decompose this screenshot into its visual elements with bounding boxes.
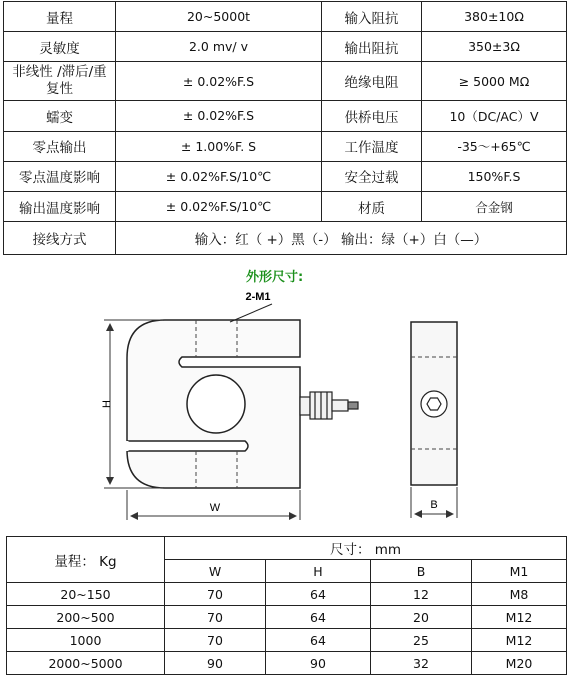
w-cell: 70 [165, 629, 266, 652]
column-header: W [165, 560, 266, 583]
spec-value: 10（DC/AC）V [422, 101, 567, 131]
b-cell: 25 [371, 629, 472, 652]
thread-label: 2-M1 [245, 291, 271, 303]
m1-cell: M12 [472, 629, 567, 652]
dimension-drawing [0, 282, 568, 532]
spec-value: 350±3Ω [422, 32, 567, 62]
w-cell: 70 [165, 606, 266, 629]
range-cell: 20~150 [7, 583, 165, 606]
spec-label: 零点温度影响 [4, 161, 116, 191]
column-header: B [371, 560, 472, 583]
wiring-value: 输入：红（ +）黑（-） 输出：绿（+）白（—） [116, 222, 567, 255]
spec-label: 输出阻抗 [322, 32, 422, 62]
drawing-caption: 外形尺寸: [246, 270, 304, 285]
range-cell: 200~500 [7, 606, 165, 629]
h-cell: 64 [266, 583, 371, 606]
h-label: H [101, 400, 113, 408]
spec-value: ± 0.02%F.S/10℃ [116, 161, 322, 191]
column-header: M1 [472, 560, 567, 583]
spec-row-sensitivity [4, 32, 567, 62]
b-label: B [430, 499, 438, 511]
w-label: W [209, 502, 221, 514]
h-cell: 64 [266, 606, 371, 629]
spec-row-range [4, 2, 567, 32]
table-row [7, 606, 567, 629]
spec-label: 蠕变 [4, 101, 116, 131]
spec-row-nonlinearity [4, 62, 567, 101]
spec-label: 量程 [4, 2, 116, 32]
wiring-label: 接线方式 [4, 222, 116, 255]
m1-cell: M20 [472, 652, 567, 675]
range-cell: 1000 [7, 629, 165, 652]
spec-value: 2.0 mv/ v [116, 32, 322, 62]
spec-value: 150%F.S [422, 161, 567, 191]
range-header: 量程： Kg [7, 537, 165, 583]
h-cell: 64 [266, 629, 371, 652]
spec-value: ≥ 5000 MΩ [422, 62, 567, 101]
spec-value: ± 0.02%F.S/10℃ [116, 191, 322, 221]
spec-table [3, 1, 567, 255]
spec-label: 供桥电压 [322, 101, 422, 131]
spec-row-output-temp [4, 191, 567, 221]
spec-label: 零点输出 [4, 131, 116, 161]
column-header: H [266, 560, 371, 583]
cable-connector [300, 392, 358, 419]
spec-label: 工作温度 [322, 131, 422, 161]
table-row [7, 652, 567, 675]
spec-label: 绝缘电阻 [322, 62, 422, 101]
range-cell: 2000~5000 [7, 652, 165, 675]
w-cell: 70 [165, 583, 266, 606]
spec-label: 材质 [322, 191, 422, 221]
spec-label: 输入阻抗 [322, 2, 422, 32]
spec-label: 安全过载 [322, 161, 422, 191]
spec-value: -35～+65℃ [422, 131, 567, 161]
spec-value: 20~5000t [116, 2, 322, 32]
spec-value: ± 0.02%F.S [116, 101, 322, 131]
spec-value: ± 0.02%F.S [116, 62, 322, 101]
b-cell: 20 [371, 606, 472, 629]
m1-cell: M8 [472, 583, 567, 606]
spec-value: 380±10Ω [422, 2, 567, 32]
spec-row-zero-temp [4, 161, 567, 191]
b-cell: 12 [371, 583, 472, 606]
spec-label: 灵敏度 [4, 32, 116, 62]
s-beam-lower-slot [127, 441, 248, 451]
dimensions-table [6, 536, 567, 675]
spec-label: 非线性 /滞后/重复性 [4, 62, 116, 101]
spec-value: 合金钢 [422, 191, 567, 221]
m1-cell: M12 [472, 606, 567, 629]
table-row [7, 583, 567, 606]
spec-label: 输出温度影响 [4, 191, 116, 221]
table-row [7, 629, 567, 652]
spec-value: ± 1.00%F. S [116, 131, 322, 161]
b-cell: 32 [371, 652, 472, 675]
spec-row-zero-output [4, 131, 567, 161]
dims-header-row [7, 537, 567, 560]
spec-row-wiring [4, 222, 567, 255]
center-hole [187, 375, 245, 433]
nut-icon [427, 398, 441, 410]
h-cell: 90 [266, 652, 371, 675]
size-header: 尺寸： mm [165, 537, 567, 560]
spec-row-creep [4, 101, 567, 131]
w-cell: 90 [165, 652, 266, 675]
